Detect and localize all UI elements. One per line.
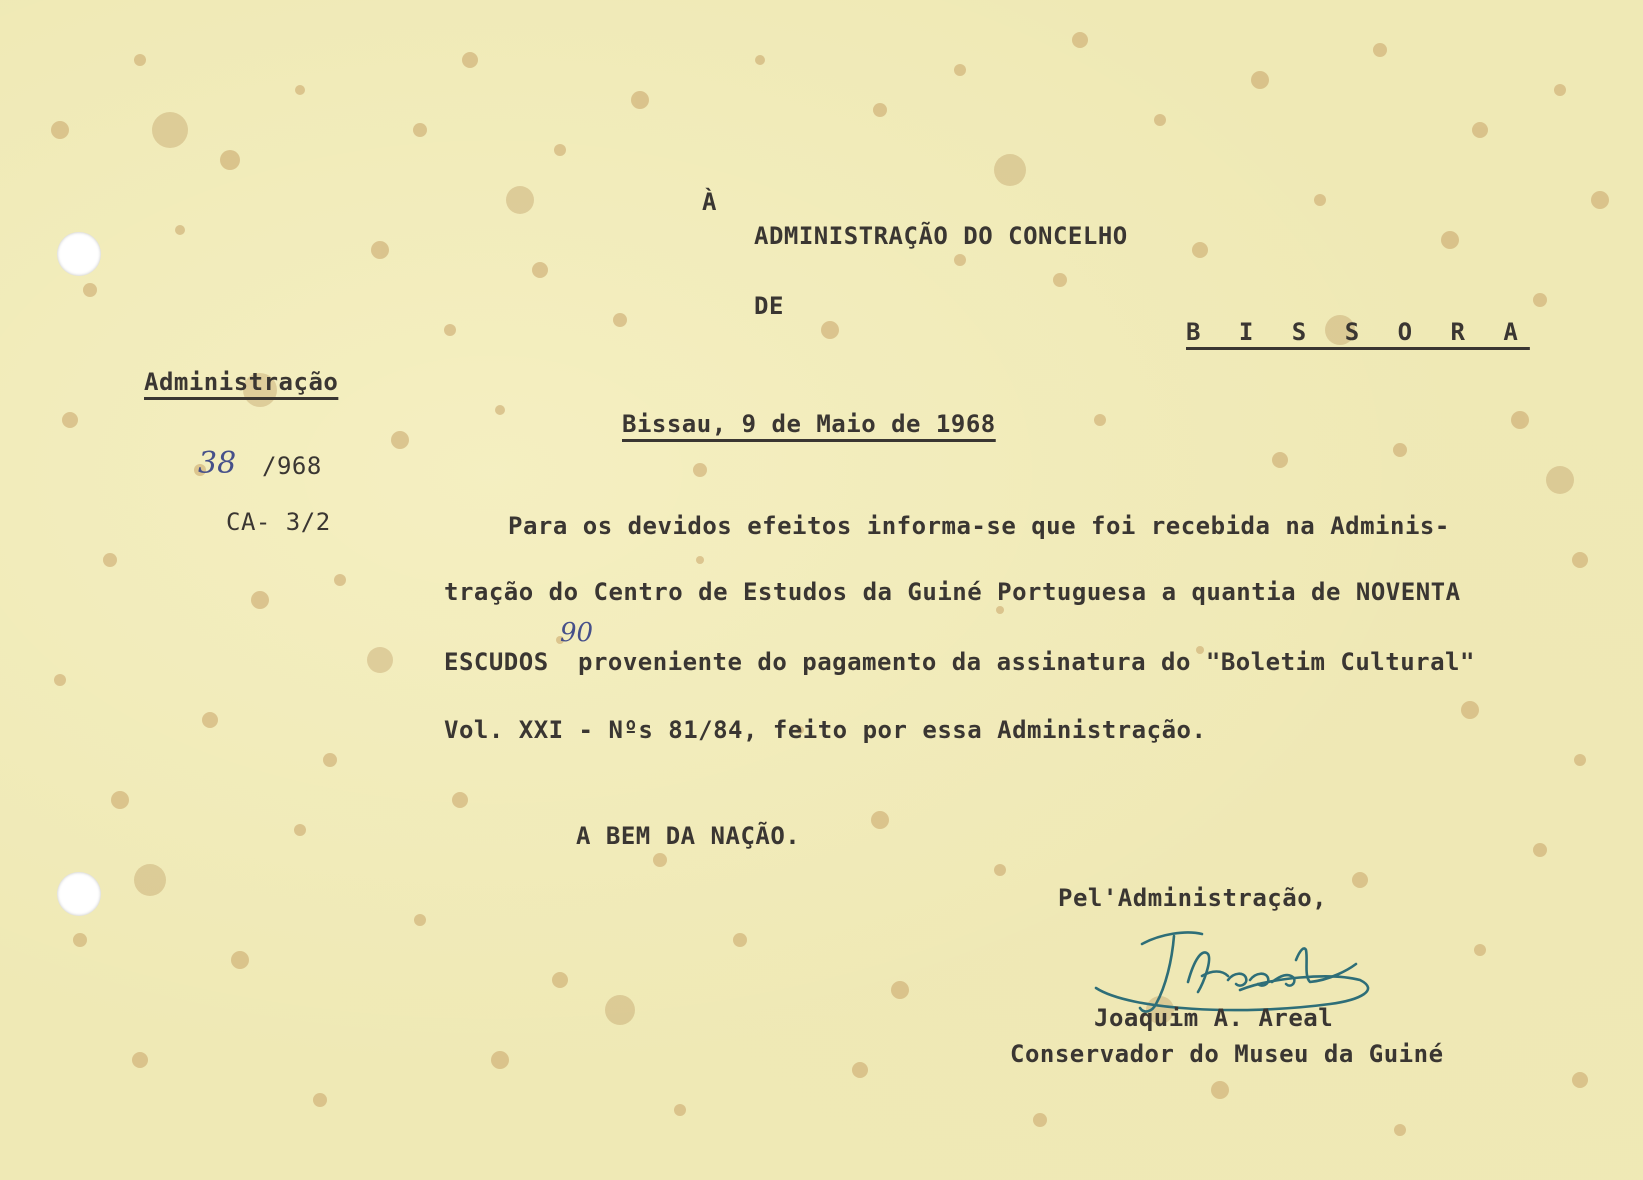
body-line-1: Para os devidos efeitos informa-se que foi recebida na Adminis-	[508, 512, 1450, 540]
addressee-prefix: À	[702, 188, 717, 216]
addressee-place: B I S S O R A	[1186, 318, 1530, 346]
date-line: Bissau, 9 de Maio de 1968	[622, 410, 996, 438]
signatory-title: Conservador do Museu da Guiné	[1010, 1040, 1444, 1068]
punch-hole-bottom	[57, 872, 101, 916]
body-line-2: tração do Centro de Estudos da Guiné Portuguesa a quantia de NOVENTA	[444, 578, 1461, 606]
closing-salutation: A BEM DA NAÇÃO.	[576, 822, 801, 850]
signatory-name: Joaquim A. Areal	[1094, 1004, 1334, 1032]
signature-on-behalf: Pel'Administração,	[1058, 884, 1328, 912]
body-handwritten-insert: 90	[560, 618, 594, 648]
addressee-line-2: DE	[754, 292, 784, 320]
addressee-line-1: ADMINISTRAÇÃO DO CONCELHO	[754, 222, 1128, 250]
body-line-4: Vol. XXI - Nºs 81/84, feito por essa Administração.	[444, 716, 1207, 744]
reference-code: CA- 3/2	[226, 508, 331, 536]
reference-number-year: /968	[262, 452, 322, 480]
reference-number-handwritten: 38	[198, 446, 237, 481]
punch-hole-top	[57, 232, 101, 276]
body-line-3a: ESCUDOS	[444, 648, 549, 676]
body-line-3b: proveniente do pagamento da assinatura do "Boletim Cultural"	[578, 648, 1475, 676]
reference-department: Administração	[144, 368, 339, 396]
